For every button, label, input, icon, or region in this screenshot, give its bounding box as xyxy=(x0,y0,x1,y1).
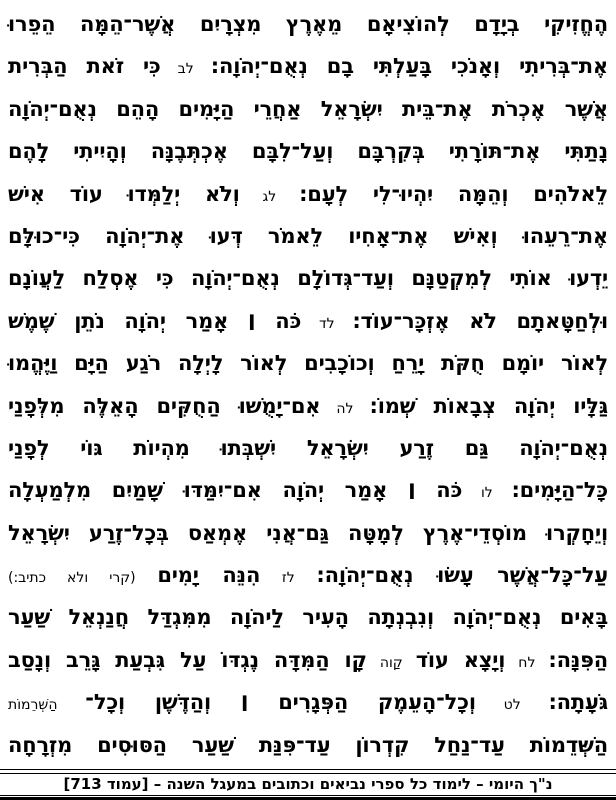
ketiv-word: קַוה xyxy=(379,654,403,671)
verse-text: וְכָל־הָעֵמֶק הַפְּגָרִים ׀ וְהַדֶּשֶׁן וְכָל־ xyxy=(85,690,476,715)
verse-text: הַשְּׁדֵמוֹת עַד־נַחַל קִדְרוֹן עַד־פִּנַּת שַׁעַר הַסּוּסִים מִזְרָחָה xyxy=(8,732,608,757)
verse-text: הַפִּנָּה: xyxy=(548,647,608,672)
text-line xyxy=(8,215,608,257)
text-line xyxy=(8,3,608,45)
verse-number: לה xyxy=(336,400,354,417)
verse-number: לד xyxy=(318,315,335,332)
verse-text: כֹּה ׀ אָמַר יְהֹוָה נֹתֵן שֶׁמֶשׁ xyxy=(8,308,302,333)
verse-text: נָתַתִּי אֶת־תּוֹרָתִי בְּקִרְבָּם וְעַל־לִבָּם אֶכְתְּבֶנָּה וְהָיִיתִי לָהֶם xyxy=(8,139,608,164)
verse-text: נְאֻם־יְהֹוָה גַּם זֶרַע יִשְׂרָאֵל יִשְׁבְּתוּ מִהְיוֹת גּוֹי לְפָנַי xyxy=(8,435,608,460)
verse-text: לֵאלֹהִים וְהֵמָּה יִהְיוּ־לִי לְעָם: xyxy=(299,181,608,206)
verse-number: לז xyxy=(281,570,295,587)
text-line xyxy=(8,88,608,130)
verse-text: כֹּה ׀ אָמַר יְהֹוָה אִם־יִמַּדּוּ שָׁמַיִם מִלְמַעְלָה xyxy=(8,478,463,503)
verse-text: הִנֵּה יָמִים xyxy=(157,563,261,588)
text-line xyxy=(8,130,608,172)
verse-text: הֶחֱזִיקִי בְיָדָם לְהוֹצִיאָם מֵאֶרֶץ מִצְרָיִם אֲשֶׁר־הֵמָּה הֵפֵרוּ xyxy=(8,12,608,36)
verse-text: לְאוֹר יוֹמָם חֻקֹּת יָרֵחַ וְכוֹכָבִים לְאוֹר לָיְלָה רֹגַע הַיָּם וַיֶּהֱמוּ xyxy=(8,351,608,376)
text-line xyxy=(8,469,608,511)
text-line xyxy=(8,45,608,87)
verse-text: יֵדְעוּ אוֹתִי לְמִקְטַנָּם וְעַד־גְּדוֹלָם נְאֻם־יְהֹוָה כִּי אֶסְלַח לַעֲוֹנָם xyxy=(8,266,608,291)
text-line xyxy=(8,554,608,596)
text-line xyxy=(8,427,608,469)
verse-text: אֲשֶׁר אֶכְרֹת אֶת־בֵּית יִשְׂרָאֵל אַחֲרֵי הַיָּמִים הָהֵם נְאֻם־יְהֹוָה xyxy=(8,96,608,121)
verse-text: וּלְחַטָּאתָם לֹא אֶזְכָּר־עוֹד: xyxy=(352,308,609,333)
verse-text: כִּי זֹאת הַבְּרִית xyxy=(8,54,161,79)
page-footer xyxy=(0,769,616,800)
verse-number: לב xyxy=(177,61,194,78)
text-line xyxy=(8,681,608,723)
verse-number: לט xyxy=(503,697,521,714)
text-line xyxy=(8,512,608,554)
text-line xyxy=(8,342,608,384)
kri-ktiv-note: (קרי ולא כתיב:) xyxy=(8,570,136,587)
text-line xyxy=(8,639,608,681)
verse-text: וְיֵחָקְרוּ מוֹסְדֵי־אֶרֶץ לְמָטָּה גַּם־אֲנִי אֶמְאַס בְּכָל־זֶרַע יִשְׂרָאֵל xyxy=(8,520,608,545)
verse-number: לג xyxy=(262,188,277,205)
text-line xyxy=(8,257,608,299)
verse-number: לו xyxy=(480,485,493,502)
text-block xyxy=(8,3,608,766)
verse-text: בָּאִים נְאֻם־יְהֹוָה וְנִבְנְתָה הָעִיר לַיהֹוָה מִמִּגְדַּל חֲנַנְאֵל שַׁעַר xyxy=(8,605,608,630)
ketiv-word: הַשְּׁרֵמוֹת xyxy=(8,697,58,714)
verse-number: לח xyxy=(518,654,536,671)
verse-text: עַל־כָּל־אֲשֶׁר עָשׂוּ נְאֻם־יְהֹוָה: xyxy=(316,563,609,588)
verse-text: אֶת־בְּרִיתִי וְאָנֹכִי בָּעַלְתִּי בָם נְאֻם־יְהֹוָה: xyxy=(210,54,608,79)
verse-text: גַּלָּיו יְהֹוָה צְבָאוֹת שְׁמוֹ: xyxy=(369,393,608,418)
verse-text: קָו הַמִּדָּה נֶגְדּוֹ עַל גִּבְעַת גָּרֵב וְנָסַב xyxy=(8,647,367,672)
text-line xyxy=(8,724,608,766)
verse-text: גֹּעָתָה: xyxy=(548,690,608,715)
text-line xyxy=(8,385,608,427)
text-line xyxy=(8,173,608,215)
verse-text: אִם־יָמֻשׁוּ הַחֻקִּים הָאֵלֶּה מִלְּפָנַי xyxy=(8,393,321,418)
verse-text: וְלֹא יְלַמְּדוּ עוֹד אִישׁ xyxy=(8,181,240,206)
footer-caption: נ"ך היומי – לימוד כל ספרי נביאים וכתובים במעגל השנה – [עמוד 713] xyxy=(0,774,616,796)
verse-text: אֶת־רֵעֵהוּ וְאִישׁ אֶת־אָחִיו לֵאמֹר דְּעוּ אֶת־יְהֹוָה כִּי־כוּלָּם xyxy=(8,223,608,248)
text-line xyxy=(8,596,608,638)
verse-text: וְיָצָא עוֹד xyxy=(415,647,506,672)
verse-text: כָּל־הַיָּמִים: xyxy=(511,478,608,503)
text-line xyxy=(8,300,608,342)
